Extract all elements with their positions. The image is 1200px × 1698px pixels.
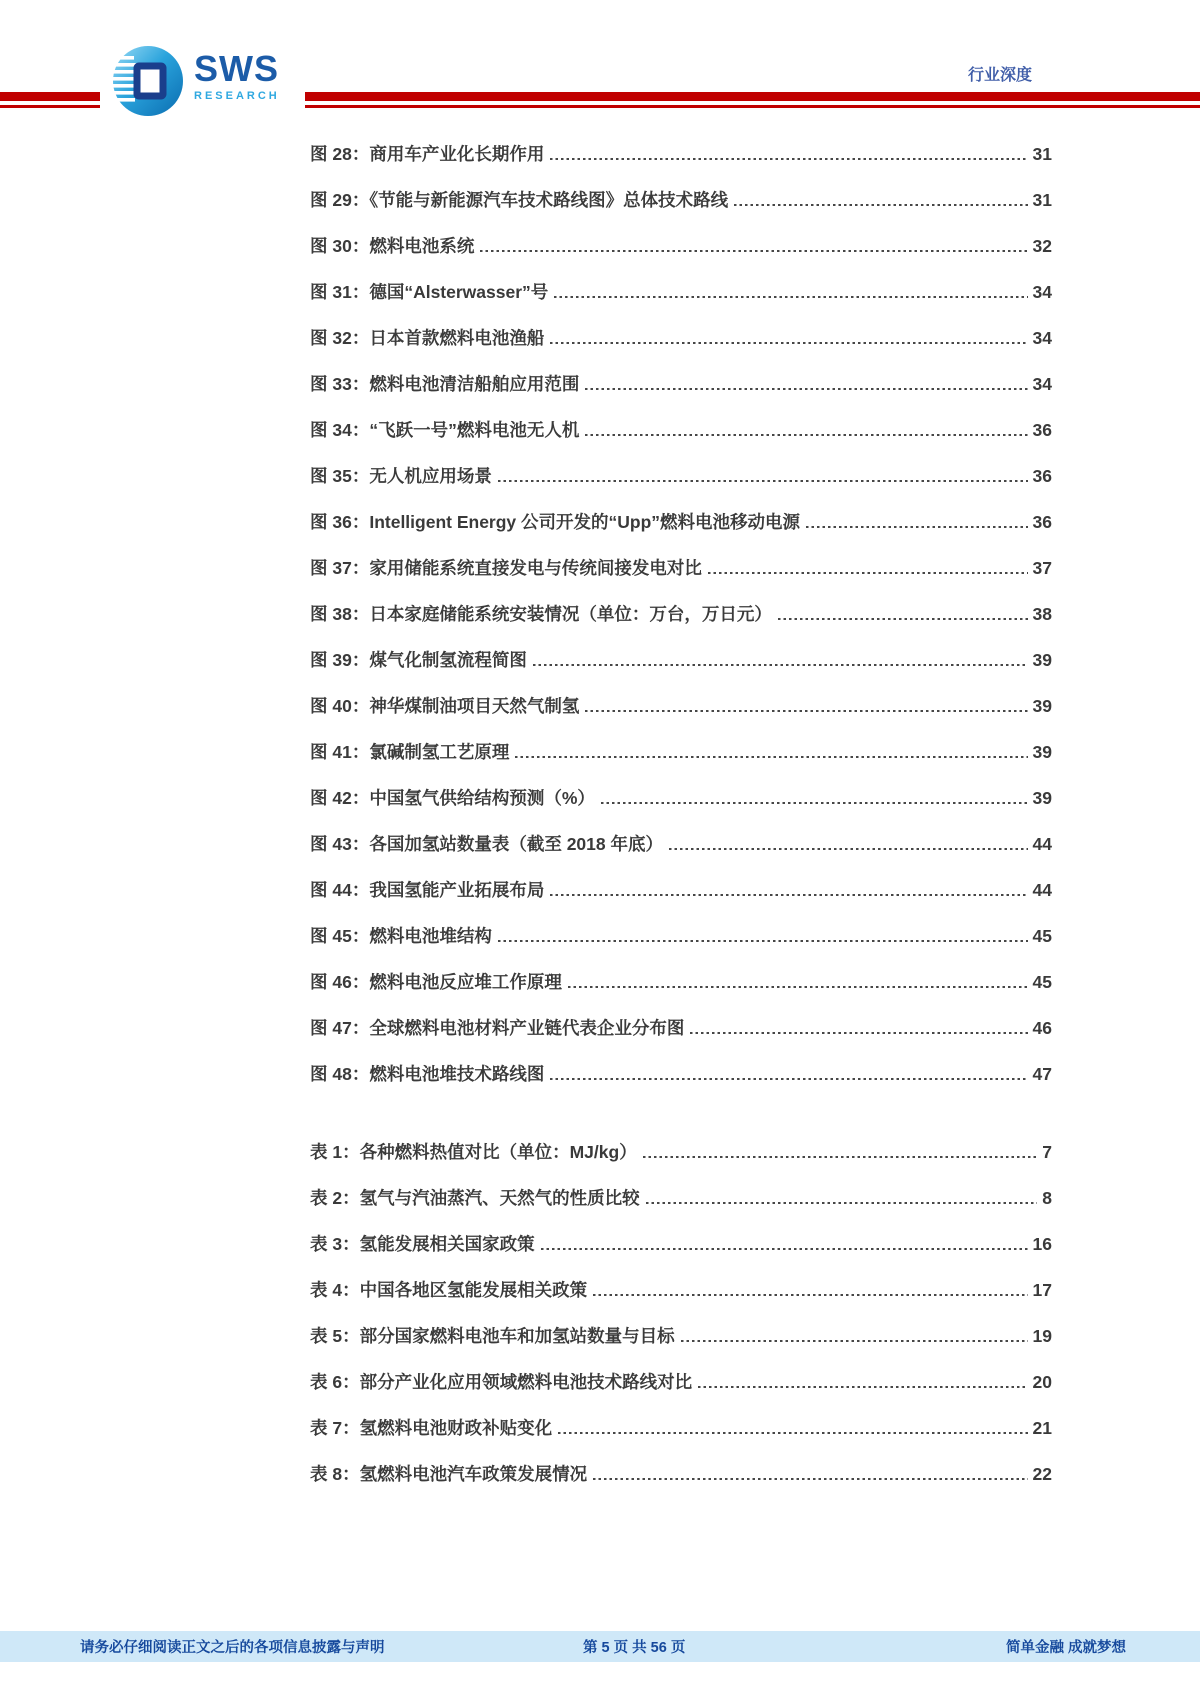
toc-entry[interactable] (310, 454, 1052, 500)
toc-entry-label: 图 48：燃料电池堆技术路线图 (310, 1064, 545, 1084)
toc-entry-label: 图 43：各国加氢站数量表（截至 2018 年底） (310, 834, 663, 854)
dot-leader-icon (734, 204, 1027, 207)
toc-entry[interactable] (310, 960, 1052, 1006)
toc-entry-label: 图 47：全球燃料电池材料产业链代表企业分布图 (310, 1018, 685, 1038)
logo-research-text: RESEARCH (194, 90, 280, 102)
page-footer (0, 1631, 1200, 1662)
toc-entry-page: 39 (1032, 696, 1052, 716)
dot-leader-icon (593, 1294, 1027, 1297)
dot-leader-icon (550, 894, 1027, 897)
tables-toc-list (310, 1130, 1052, 1498)
toc-entry[interactable] (310, 270, 1052, 316)
dot-leader-icon (806, 526, 1027, 529)
toc-entry-label: 图 46：燃料电池反应堆工作原理 (310, 972, 562, 992)
toc-entry-label: 表 5：部分国家燃料电池车和加氢站数量与目标 (310, 1326, 675, 1346)
toc-entry-page: 16 (1032, 1234, 1052, 1254)
toc-entry[interactable] (310, 1006, 1052, 1052)
toc-entry[interactable] (310, 132, 1052, 178)
dot-leader-icon (690, 1032, 1027, 1035)
dot-leader-icon (585, 710, 1027, 713)
dot-leader-icon (698, 1386, 1027, 1389)
toc-entry[interactable] (310, 638, 1052, 684)
toc-entry-label: 图 38：日本家庭储能系统安装情况（单位：万台，万日元） (310, 604, 772, 624)
sws-logo (112, 45, 280, 122)
dot-leader-icon (681, 1340, 1028, 1343)
toc-entry-label: 图 32：日本首款燃料电池渔船 (310, 328, 545, 348)
toc-entry-page: 36 (1032, 512, 1052, 532)
logo-sws-text: SWS (194, 48, 280, 89)
toc-entry-page: 46 (1032, 1018, 1052, 1038)
toc-entry-page: 45 (1032, 926, 1052, 946)
toc-entry-label: 图 41：氯碱制氢工艺原理 (310, 742, 510, 762)
dot-leader-icon (541, 1248, 1028, 1251)
toc-entry[interactable] (310, 822, 1052, 868)
header-rule-left-thin (0, 105, 100, 108)
toc-entry[interactable] (310, 316, 1052, 362)
dot-leader-icon (498, 480, 1028, 483)
toc-entry-label: 图 34：“飞跃一号”燃料电池无人机 (310, 420, 580, 440)
dot-leader-icon (480, 250, 1027, 253)
toc-entry-label: 表 7：氢燃料电池财政补贴变化 (310, 1418, 553, 1438)
toc-entry-label: 表 3：氢能发展相关国家政策 (310, 1234, 535, 1254)
toc-entry[interactable] (310, 546, 1052, 592)
toc-entry[interactable] (310, 500, 1052, 546)
toc-entry[interactable] (310, 224, 1052, 270)
header-rule-right-thin (305, 105, 1200, 108)
toc-entry-label: 表 1：各种燃料热值对比（单位：MJ/kg） (310, 1142, 637, 1162)
toc-entry[interactable] (310, 684, 1052, 730)
toc-entry-page: 20 (1032, 1372, 1052, 1392)
toc-entry[interactable] (310, 178, 1052, 224)
header-rule-right-thick (305, 92, 1200, 101)
toc-entry-page: 22 (1032, 1464, 1052, 1484)
dot-leader-icon (568, 986, 1028, 989)
toc-entry-page: 44 (1032, 834, 1052, 854)
dot-leader-icon (550, 342, 1027, 345)
toc-entry-label: 图 42：中国氢气供给结构预测（%） (310, 788, 595, 808)
dot-leader-icon (585, 434, 1027, 437)
toc-entry-page: 39 (1032, 788, 1052, 808)
toc-entry[interactable] (310, 1452, 1052, 1498)
sws-globe-icon (112, 45, 184, 122)
toc-entry[interactable] (310, 1406, 1052, 1452)
toc-entry-page: 17 (1032, 1280, 1052, 1300)
toc-entry[interactable] (310, 1268, 1052, 1314)
dot-leader-icon (533, 664, 1028, 667)
dot-leader-icon (778, 618, 1028, 621)
toc-entry[interactable] (310, 914, 1052, 960)
toc-entry-label: 图 45：燃料电池堆结构 (310, 926, 492, 946)
toc-entry-page: 21 (1032, 1418, 1052, 1438)
dot-leader-icon (593, 1478, 1027, 1481)
toc-entry-page: 47 (1032, 1064, 1052, 1084)
toc-entry-label: 图 36：Intelligent Energy 公司开发的“Upp”燃料电池移动电源 (310, 512, 801, 532)
toc-entry[interactable] (310, 1360, 1052, 1406)
toc-entry[interactable] (310, 1130, 1052, 1176)
toc-entry-page: 37 (1032, 558, 1052, 578)
toc-entry[interactable] (310, 592, 1052, 638)
toc-entry-label: 图 35：无人机应用场景 (310, 466, 492, 486)
toc-entry-label: 图 39：煤气化制氢流程简图 (310, 650, 527, 670)
dot-leader-icon (708, 572, 1028, 575)
toc-entry-label: 表 2：氢气与汽油蒸汽、天然气的性质比较 (310, 1188, 640, 1208)
footer-disclaimer: 请务必仔细阅读正文之后的各项信息披露与声明 (80, 1640, 385, 1656)
report-type-label: 行业深度 (967, 67, 1032, 84)
dot-leader-icon (601, 802, 1028, 805)
toc-entry-page: 36 (1032, 466, 1052, 486)
table-of-contents (310, 132, 1052, 1498)
toc-entry-page: 36 (1032, 420, 1052, 440)
toc-entry-page: 39 (1032, 650, 1052, 670)
toc-entry[interactable] (310, 408, 1052, 454)
toc-entry-page: 31 (1032, 144, 1052, 164)
toc-entry-page: 7 (1042, 1142, 1052, 1162)
toc-entry-label: 表 4：中国各地区氢能发展相关政策 (310, 1280, 588, 1300)
toc-entry-label: 图 44：我国氢能产业拓展布局 (310, 880, 545, 900)
toc-entry[interactable] (310, 776, 1052, 822)
toc-entry-label: 图 37：家用储能系统直接发电与传统间接发电对比 (310, 558, 702, 578)
toc-entry-page: 31 (1032, 190, 1052, 210)
dot-leader-icon (558, 1432, 1027, 1435)
toc-entry-label: 图 28：商用车产业化长期作用 (310, 144, 545, 164)
toc-entry-page: 34 (1032, 282, 1052, 302)
toc-entry-page: 34 (1032, 374, 1052, 394)
toc-entry[interactable] (310, 1222, 1052, 1268)
toc-entry[interactable] (310, 730, 1052, 776)
toc-entry-label: 表 6：部分产业化应用领域燃料电池技术路线对比 (310, 1372, 693, 1392)
dot-leader-icon (554, 296, 1027, 299)
toc-entry[interactable] (310, 1176, 1052, 1222)
header-rule-left-thick (0, 92, 100, 101)
toc-entry-page: 19 (1032, 1326, 1052, 1346)
footer-page-indicator: 第 5 页 共 56 页 (583, 1640, 686, 1656)
toc-entry-label: 图 33：燃料电池清洁船舶应用范围 (310, 374, 580, 394)
figures-toc-list (310, 132, 1052, 1098)
toc-entry-label: 图 30：燃料电池系统 (310, 236, 475, 256)
toc-entry-page: 38 (1032, 604, 1052, 624)
toc-entry[interactable] (310, 1314, 1052, 1360)
toc-entry-label: 表 8：氢燃料电池汽车政策发展情况 (310, 1464, 588, 1484)
toc-entry-page: 39 (1032, 742, 1052, 762)
dot-leader-icon (669, 848, 1028, 851)
dot-leader-icon (643, 1156, 1038, 1159)
toc-entry[interactable] (310, 362, 1052, 408)
toc-entry-page: 45 (1032, 972, 1052, 992)
dot-leader-icon (550, 1078, 1027, 1081)
dot-leader-icon (498, 940, 1028, 943)
footer-slogan: 简单金融 成就梦想 (1005, 1640, 1126, 1656)
dot-leader-icon (646, 1202, 1038, 1205)
toc-entry-label: 图 40：神华煤制油项目天然气制氢 (310, 696, 580, 716)
dot-leader-icon (515, 756, 1027, 759)
toc-entry-page: 32 (1032, 236, 1052, 256)
toc-entry[interactable] (310, 868, 1052, 914)
dot-leader-icon (585, 388, 1027, 391)
toc-entry-page: 8 (1042, 1188, 1052, 1208)
toc-entry-page: 44 (1032, 880, 1052, 900)
dot-leader-icon (550, 158, 1027, 161)
toc-entry-label: 图 29：《节能与新能源汽车技术路线图》总体技术路线 (310, 190, 729, 210)
toc-entry[interactable] (310, 1052, 1052, 1098)
toc-entry-label: 图 31：德国“Alsterwasser”号 (310, 282, 549, 302)
toc-entry-page: 34 (1032, 328, 1052, 348)
